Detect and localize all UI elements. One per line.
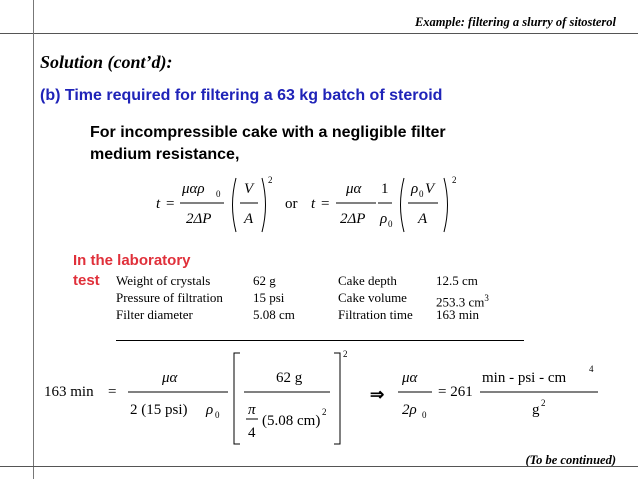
table-row-1-value-right: 12.5 cm bbox=[436, 273, 478, 288]
eq1-num: μαρ bbox=[182, 181, 205, 197]
eq2-rho-sub: 0 bbox=[215, 410, 220, 420]
intro-line-2: medium resistance, bbox=[90, 146, 240, 163]
eq2b-value: = 261 bbox=[438, 384, 473, 400]
eq2-rho: ρ bbox=[206, 402, 214, 418]
solution-heading: Solution (cont’d): bbox=[40, 52, 173, 72]
eq2b-unit-den-exp: 2 bbox=[541, 398, 546, 408]
eq2b-unit-num: min - psi - cm bbox=[482, 370, 567, 386]
table-row-3-label-left: Filter diameter bbox=[116, 307, 193, 322]
table-row-2-label-left: Pressure of filtration bbox=[116, 290, 223, 305]
table-row-3-value-left: 5.08 cm bbox=[253, 307, 295, 322]
eq2-right-bracket bbox=[334, 353, 340, 444]
eq1-a: A bbox=[244, 211, 254, 227]
implies-arrow-icon: ⇒ bbox=[370, 385, 385, 404]
intro-line-1: For incompressible cake with a negligible filter bbox=[90, 124, 446, 141]
eq2b-unit-num-exp: 4 bbox=[589, 364, 594, 374]
eq1-lhs: t bbox=[156, 196, 161, 212]
eq1b-rho2-sub: 0 bbox=[419, 189, 424, 199]
eq2-pi: π bbox=[248, 402, 256, 418]
eq2-four: 4 bbox=[248, 425, 256, 441]
eq1b-rho: ρ bbox=[380, 211, 388, 227]
eq2b-unit-den: g bbox=[532, 402, 540, 418]
eq1-exp: 2 bbox=[268, 175, 273, 185]
eq2-den-left: 2 (15 psi) bbox=[130, 402, 188, 418]
table-row-1-label-left: Weight of crystals bbox=[116, 273, 211, 288]
to-be-continued-note: (To be continued) bbox=[525, 453, 616, 467]
part-b-heading: (b) Time required for filtering a 63 kg batch of steroid bbox=[40, 87, 443, 104]
eq2-dia: (5.08 cm) bbox=[262, 413, 321, 429]
footer-divider bbox=[0, 466, 638, 467]
eq1b-rho-sub: 0 bbox=[388, 219, 393, 229]
cake-volume-value: 253.3 cm bbox=[436, 294, 485, 310]
eq2-outer-exp: 2 bbox=[343, 349, 348, 359]
lab-line-1: In the laboratory bbox=[73, 252, 191, 269]
eq1b-num: μα bbox=[346, 181, 362, 197]
eq2-dia-exp: 2 bbox=[322, 407, 327, 417]
eq2-ma: μα bbox=[162, 370, 178, 386]
slide-header-title: Example: filtering a slurry of sitosterol bbox=[414, 15, 616, 29]
eq1b-a: A bbox=[418, 211, 428, 227]
eq1-den: 2ΔP bbox=[186, 211, 212, 227]
lab-line-2: test bbox=[73, 272, 100, 289]
table-row-3-value-right: 163 min bbox=[436, 307, 479, 322]
eq1b-v: V bbox=[425, 181, 435, 197]
table-row-2-label-right: Cake volume bbox=[338, 290, 407, 305]
eq2b-ma: μα bbox=[402, 370, 418, 386]
eq2-mass: 62 g bbox=[276, 370, 303, 386]
eq1b-one: 1 bbox=[381, 181, 389, 197]
table-row-3-label-right: Filtration time bbox=[338, 307, 413, 322]
table-row-2-value-left: 15 psi bbox=[253, 290, 285, 305]
eq1-equals: = bbox=[166, 196, 175, 212]
table-row-1-label-right: Cake depth bbox=[338, 273, 397, 288]
eq2-equals: = bbox=[108, 384, 117, 400]
eq1b-rho2: ρ bbox=[411, 181, 419, 197]
eq2b-rho-sub: 0 bbox=[422, 410, 427, 420]
eq1b-exp: 2 bbox=[452, 175, 457, 185]
eq1-or: or bbox=[285, 196, 298, 212]
eq1-v: V bbox=[244, 181, 254, 197]
eq2-left-bracket bbox=[234, 353, 240, 444]
eq1-num-sub: 0 bbox=[216, 189, 221, 199]
table-row-1-value-left: 62 g bbox=[253, 273, 276, 288]
eq1b-lhs: t bbox=[311, 196, 316, 212]
eq1b-equals: = bbox=[321, 196, 330, 212]
eq2b-two-rho: 2ρ bbox=[402, 402, 417, 418]
cake-volume-exp: 3 bbox=[484, 293, 489, 303]
eq2-lhs: 163 min bbox=[44, 384, 94, 400]
eq1b-den: 2ΔP bbox=[340, 211, 366, 227]
